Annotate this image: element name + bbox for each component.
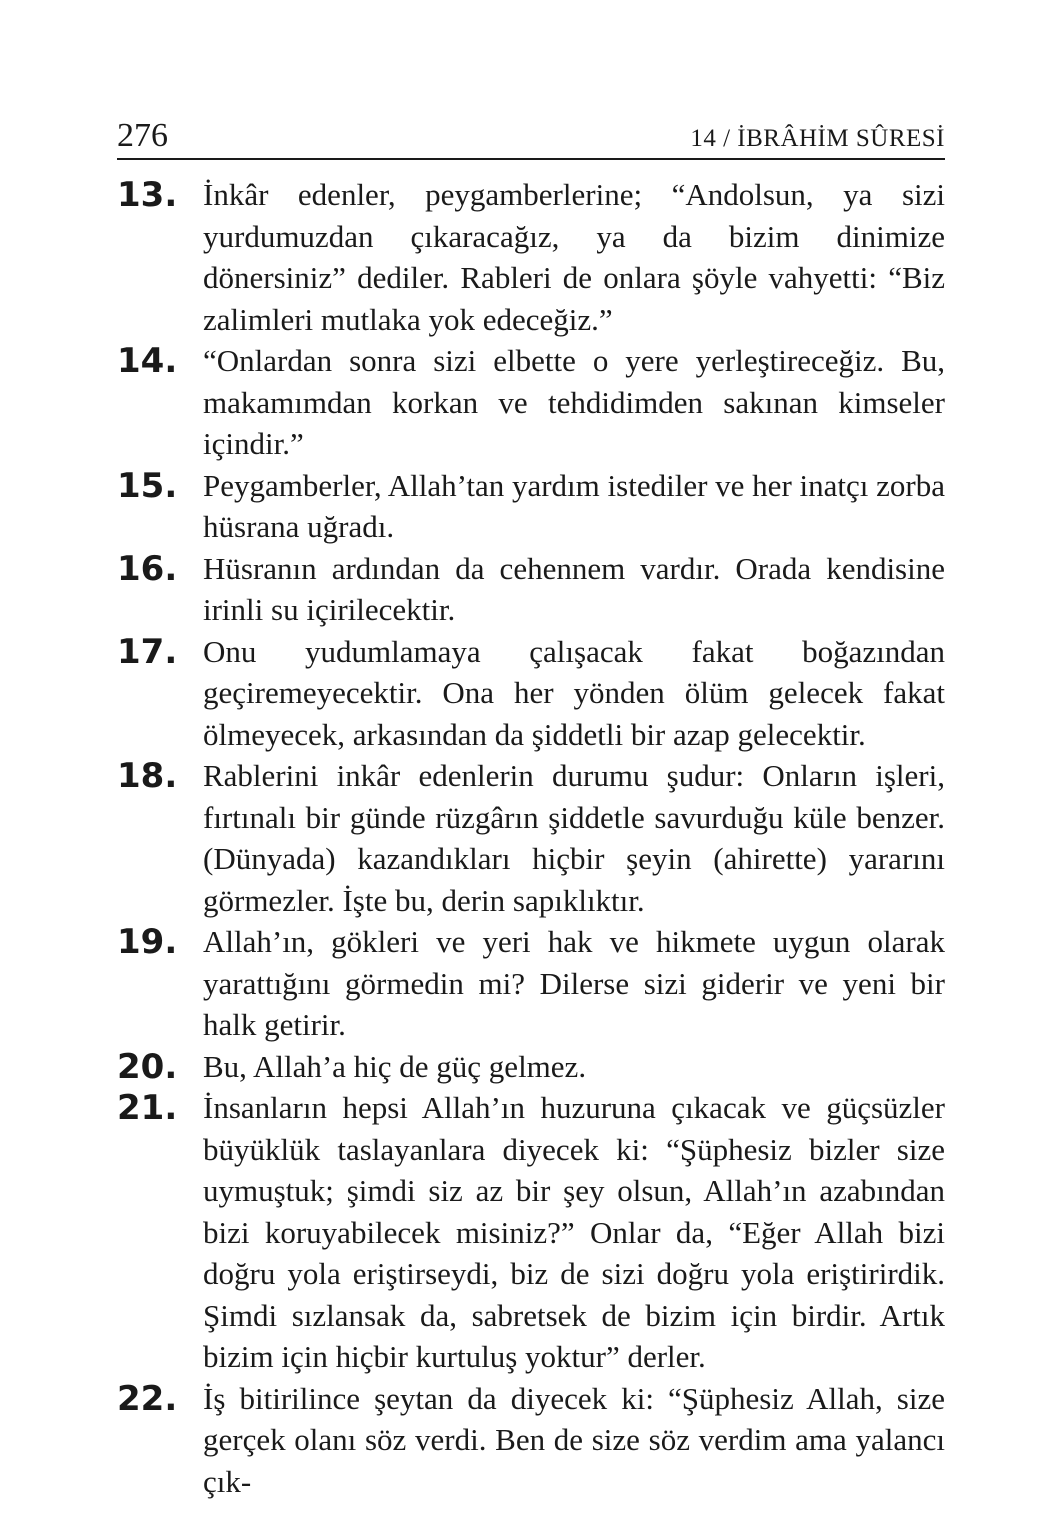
verse-text: Peygamberler, Allah’tan yardım istediler ve her inatçı zorba hüsrana uğradı. (203, 467, 945, 544)
verse-19 (117, 921, 945, 1046)
verse-number: 15. (117, 465, 178, 506)
verse-21 (117, 1087, 945, 1378)
page-number: 276 (117, 117, 168, 154)
verse-14 (117, 340, 945, 465)
verse-20 (117, 1046, 945, 1088)
verse-number: 22. (117, 1378, 178, 1419)
verse-number: 14. (117, 341, 178, 381)
verse-list (117, 174, 945, 1502)
verse-text: Rablerini inkâr edenlerin durumu şudur: Onların işleri, fırtınalı bir günde rüzgârın şiddetle savurduğu küle benzer. (Dünyada) kazandıkları hiçbir şeyin (ahirette) yararını görmezler. İşte bu, derin sapıklıktır. (203, 758, 945, 918)
verse-text: İş bitirilince şeytan da diyecek ki: “Şüphesiz Allah, size gerçek olanı söz verdi. Ben de size söz verdim ama yalancı çık- (203, 1380, 945, 1499)
verse-text: İnsanların hepsi Allah’ın huzuruna çıkacak ve güçsüzler büyüklük taslayanlara diyecek ki: “Şüphesiz bizler size uymuştuk; şimdi siz az bir şey olsun, Allah’ın azabından bizi koruyabilecek misiniz?” Onlar da, “Eğer Allah bizi doğru yola eriştirseydi, biz de sizi doğru yola eriştirirdik. Şimdi sızlansak da, sabretsek de bizim için birdir. Artık bizim için hiçbir kurtuluş yoktur” derler. (203, 1090, 945, 1374)
verse-13 (117, 174, 945, 340)
verse-number: 21. (117, 1088, 178, 1128)
verse-number: 17. (117, 631, 178, 672)
verse-16 (117, 548, 945, 631)
verse-number: 13. (117, 175, 178, 215)
verse-text: İnkâr edenler, peygamberlerine; “Andolsun, ya sizi yurdumuzdan çıkaracağız, ya da bizim dinimize dönersiniz” dediler. Rableri de onlara şöyle vahyetti: “Biz zalimleri mutlaka yok edeceğiz.” (203, 177, 945, 337)
verse-number: 18. (117, 756, 178, 796)
verse-text: “Onlardan sonra sizi elbette o yere yerleştireceğiz. Bu, makamımdan korkan ve tehdidimden sakınan kimseler içindir.” (203, 343, 945, 461)
verse-text: Bu, Allah’a hiç de güç gelmez. (203, 1048, 587, 1084)
verse-22 (117, 1378, 945, 1503)
verse-text: Hüsranın ardından da cehennem vardır. Orada kendisine irinli su içirilecektir. (203, 550, 945, 627)
verse-18 (117, 755, 945, 921)
verse-17 (117, 631, 945, 756)
page-header (117, 112, 945, 160)
verse-15 (117, 465, 945, 548)
verse-text: Allah’ın, gökleri ve yeri hak ve hikmete uygun olarak yarattığını görmedin mi? Dilerse sizi giderir ve yeni bir halk getirir. (203, 924, 945, 1042)
verse-text: Onu yudumlamaya çalışacak fakat boğazından geçiremeyecektir. Ona her yönden ölüm gelecek fakat ölmeyecek, arkasından da şiddetli bir azap gelecektir. (203, 633, 945, 752)
verse-number: 20. (117, 1046, 178, 1087)
book-page (117, 112, 945, 1502)
running-title: 14 / İBRÂHİM SÛRESİ (690, 125, 945, 152)
verse-number: 16. (117, 548, 178, 589)
verse-number: 19. (117, 922, 178, 962)
